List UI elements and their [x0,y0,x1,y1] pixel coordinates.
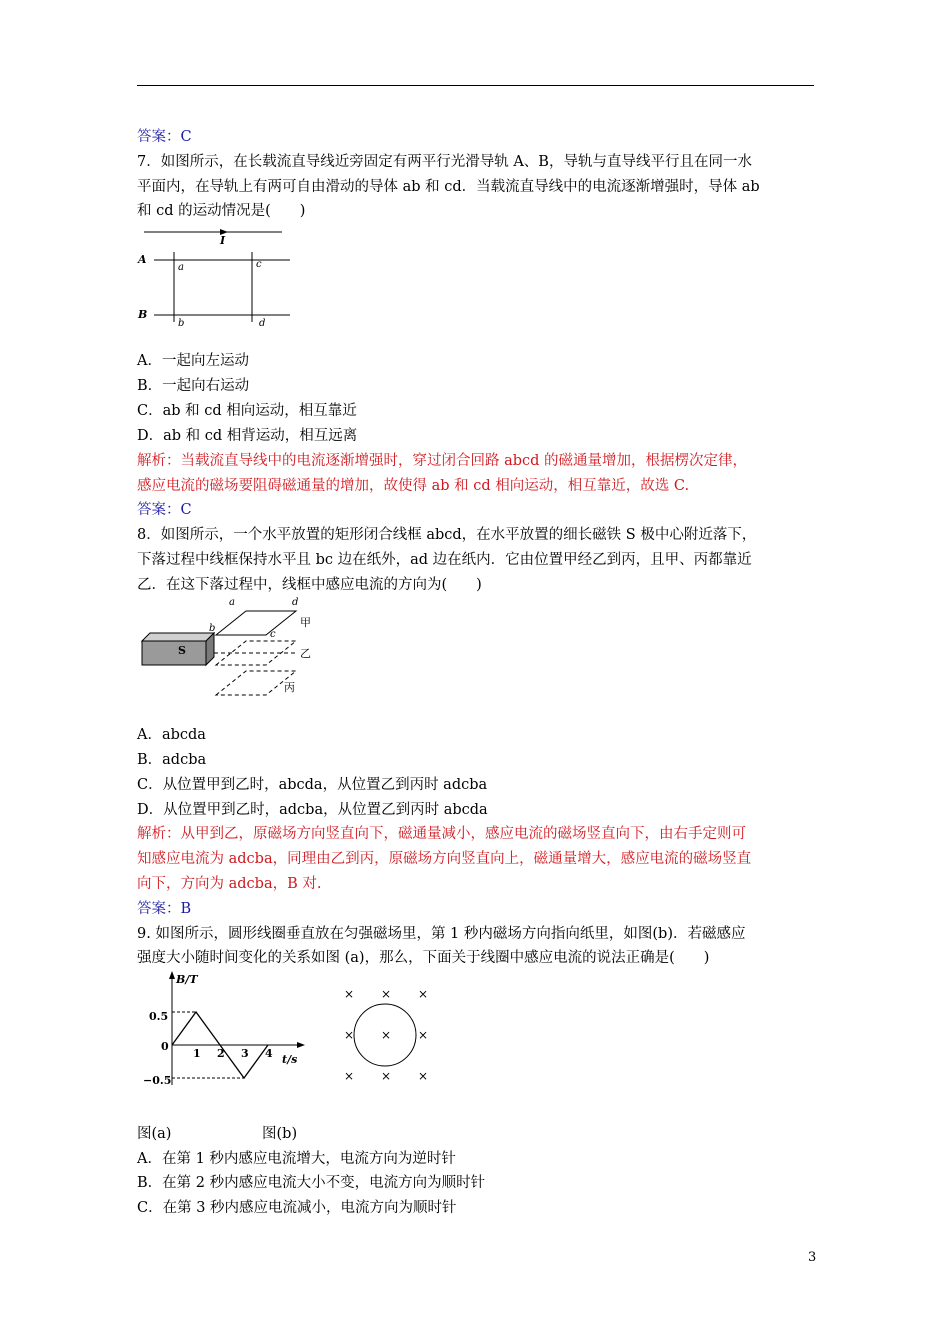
q7-analysis-line-2: 感应电流的磁场要阻碍磁通量的增加，故使得 ab 和 cd 相向运动，相互靠近，故选 C. [137,478,690,494]
label-c: c [256,259,262,270]
q7-option-a: A．一起向左运动 [137,353,249,369]
magnet-front-face [142,641,206,665]
x-tick-1: 1 [193,1047,201,1060]
q9-figure-b [330,978,440,1098]
q8-stem-line-2: 下落过程中线框保持水平且 bc 边在纸外，ad 边在纸内．它由位置甲经乙到丙，且甲、丙都靠近 [137,552,752,568]
label-d: d [292,597,299,608]
q8-magnet-figure [134,593,334,703]
header-rule [137,85,814,86]
q8-answer: 答案：B [137,901,192,917]
q8-analysis-line-1: 解析：从甲到乙，原磁场方向竖直向下，磁通量减小，感应电流的磁场竖直向下，由右手定则可 [137,826,746,842]
label-b: b [209,623,216,634]
q7-rail-figure [132,222,302,332]
current-label: I [220,234,226,247]
q8-option-d: D．从位置甲到乙时，adcba，从位置乙到丙时 abcda [137,802,488,818]
rail-a-label: A [138,253,147,266]
cross-mark: × [418,1028,429,1042]
caption-a: 图(a) [137,1126,172,1142]
q7-analysis-line-1: 解析：当载流直导线中的电流逐渐增强时，穿过闭合回路 abcd 的磁通量增加，根据楞次定律， [137,453,748,469]
q9-option-b: B．在第 2 秒内感应电流大小不变，电流方向为顺时针 [137,1175,486,1191]
frame-jia [216,611,296,635]
q7-option-b: B．一起向右运动 [137,378,250,394]
x-tick-3: 3 [241,1047,249,1060]
q7-stem-line-3: 和 cd 的运动情况是( ) [137,203,306,219]
q8-analysis-line-2: 知感应电流为 adcba，同理由乙到丙，原磁场方向竖直向上，磁通量增大，感应电流的磁场竖直 [137,851,752,867]
q8-stem-line-1: 8．如图所示，一个水平放置的矩形闭合线框 abcd，在水平放置的细长磁铁 S 极中心附近落下， [137,527,757,543]
label-a: a [229,597,235,608]
cross-mark: × [344,987,355,1001]
cross-mark: × [418,1069,429,1083]
y-tick-0.5: 0.5 [149,1010,169,1023]
q8-stem-line-3: 乙．在这下落过程中，线框中感应电流的方向为( ) [137,577,482,593]
label-a: a [178,262,184,273]
rail-b-label: B [138,308,148,321]
x-tick-4: 4 [265,1047,273,1060]
label-b: b [178,318,185,329]
label-d: d [259,318,266,329]
q8-option-a: A．abcda [137,727,206,743]
y-tick-0: 0 [161,1040,169,1053]
magnet-top-face [142,633,214,641]
q8-option-b: B．adcba [137,752,207,768]
q9-option-a: A．在第 1 秒内感应电流增大，电流方向为逆时针 [137,1151,456,1167]
q7-option-d: D．ab 和 cd 相背运动，相互远离 [137,428,358,444]
cross-mark: × [418,987,429,1001]
label-bing: 丙 [284,681,295,694]
cross-mark: × [381,987,392,1001]
q9-stem-line-2: 强度大小随时间变化的关系如图 (a)，那么，下面关于线圈中感应电流的说法正确是( ) [137,950,710,966]
magnet-pole-label: S [178,644,186,657]
q9-option-c: C．在第 3 秒内感应电流减小，电流方向为顺时针 [137,1200,457,1216]
q6-answer: 答案：C [137,129,192,145]
q8-analysis-line-3: 向下，方向为 adcba，B 对. [137,876,322,892]
x-tick-2: 2 [217,1047,225,1060]
y-tick-neg-0.5: −0.5 [143,1074,172,1087]
x-axis-label: t/s [282,1053,298,1066]
q7-option-c: C．ab 和 cd 相向运动，相互靠近 [137,403,357,419]
label-yi: 乙 [300,647,311,660]
label-c: c [270,629,276,640]
label-jia: 甲 [300,616,311,629]
cross-mark: × [344,1028,355,1042]
q9-stem-line-1: 9. 如图所示，圆形线圈垂直放在匀强磁场里，第 1 秒内磁场方向指向纸里，如图(b)．若磁感应 [137,926,746,942]
x-axis-arrow-icon [297,1042,305,1048]
q8-option-c: C．从位置甲到乙时，abcda，从位置乙到丙时 adcba [137,777,488,793]
cross-mark: × [344,1069,355,1083]
caption-b: 图(b) [262,1126,298,1142]
q7-answer: 答案：C [137,502,192,518]
q7-stem-line-2: 平面内，在导轨上有两可自由滑动的导体 ab 和 cd．当载流直导线中的电流逐渐增强时，导体 ab [137,179,760,195]
cross-mark: × [381,1028,392,1042]
cross-mark: × [381,1069,392,1083]
y-axis-arrow-icon [169,971,175,979]
q9-graph-a [137,967,317,1092]
page-number: 3 [808,1250,817,1265]
y-axis-label: B/T [176,973,198,986]
q7-stem-line-1: 7．如图所示，在长载流直导线近旁固定有两平行光滑导轨 A、B，导轨与直导线平行且在同一水 [137,154,752,170]
